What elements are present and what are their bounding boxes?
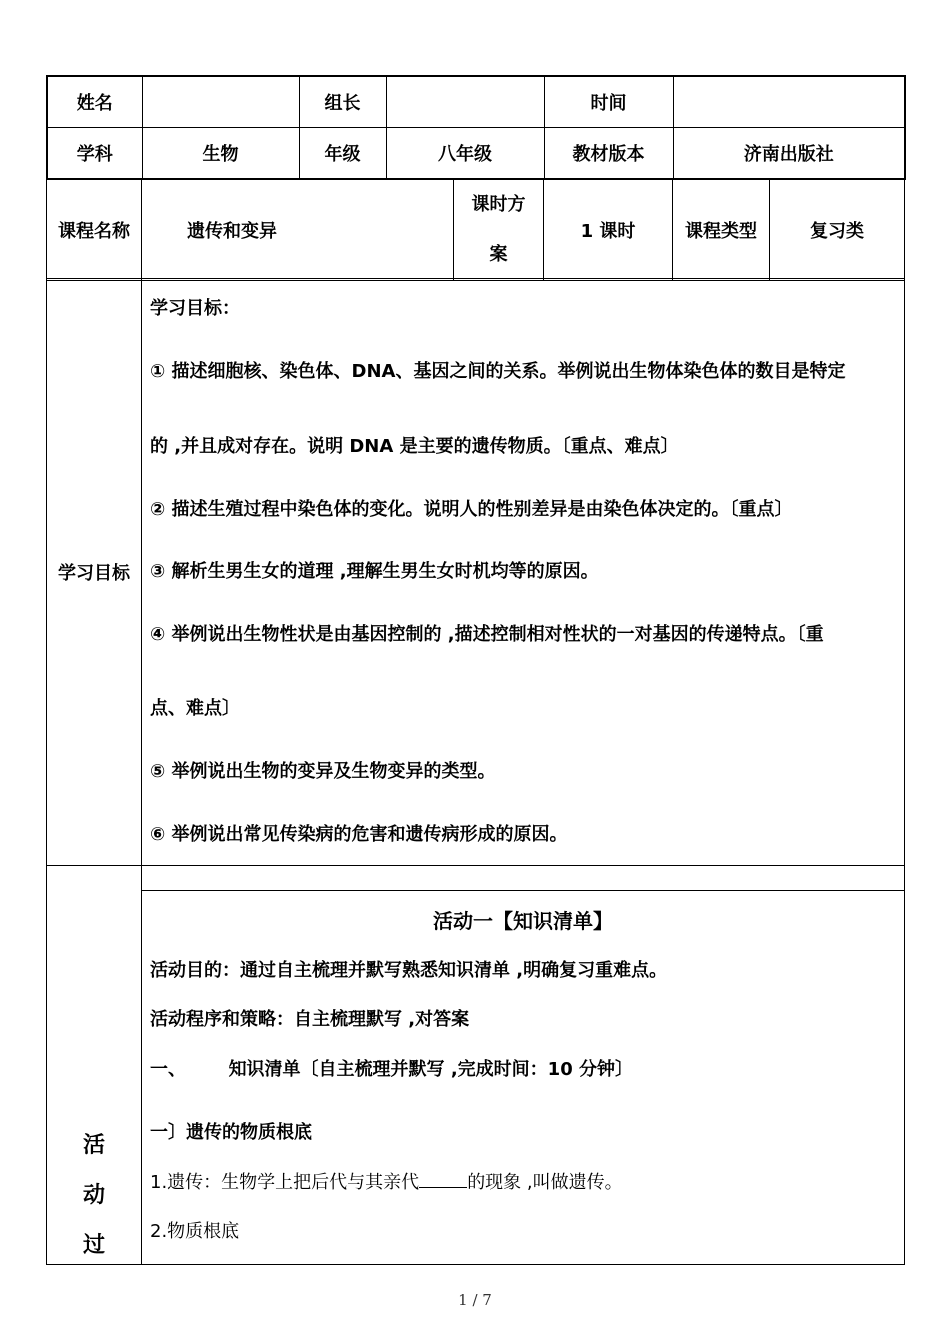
leader-field[interactable]: [386, 76, 544, 128]
activity-side-char-2: 动: [82, 1183, 105, 1208]
subject-label: 学科: [47, 128, 142, 180]
knowledge-section: [150, 1055, 633, 1081]
plan-value: 1 课时: [544, 180, 673, 281]
name-label: 姓名: [47, 76, 142, 128]
goals-heading: 学习目标：: [150, 298, 240, 319]
goal-line-2: 的 ,并且成对存在。说明 DNA 是主要的遗传物质。〔重点、难点〕: [150, 436, 679, 457]
activity-purpose: 活动目的：通过自主梳理并默写熟悉知识清单 ,明确复习重难点。: [150, 960, 668, 981]
goal-line-5: ④ 举例说出生物性状是由基因控制的 ,描述控制相对性状的一对基因的传递特点。〔重: [150, 624, 824, 645]
edition-label: 教材版本: [544, 128, 673, 180]
name-field[interactable]: [142, 76, 299, 128]
info-table: [46, 75, 906, 180]
activity-side-char-3: 过: [82, 1233, 105, 1258]
time-label: 时间: [544, 76, 673, 128]
course-type-value: 复习类: [770, 180, 905, 281]
course-name-value: 遗传和变异: [142, 180, 454, 281]
activity-title: 活动一【知识清单】: [433, 909, 613, 933]
grade-label: 年级: [299, 128, 386, 180]
subject-value: 生物: [142, 128, 299, 180]
time-field[interactable]: [673, 76, 905, 128]
goal-line-3: ② 描述生殖过程中染色体的变化。说明人的性别差异是由染色体决定的。〔重点〕: [150, 499, 793, 520]
goal-line-6: 点、难点〕: [150, 698, 240, 719]
course-name-label: 课程名称: [47, 180, 142, 281]
course-table: [46, 179, 905, 281]
course-row: [47, 180, 905, 281]
goal-line-7: ⑤ 举例说出生物的变异及生物变异的类型。: [150, 761, 496, 782]
activity-procedure: 活动程序和策略：自主梳理默写 ,对答案: [150, 1009, 470, 1030]
plan-label-line-2: 案: [489, 244, 508, 265]
leader-label: 组长: [299, 76, 386, 128]
item-1-text-a: 1.遗传：生物学上把后代与其亲代: [150, 1172, 420, 1193]
plan-label-line-1: 课时方: [471, 194, 526, 215]
goals-label: 学习目标: [47, 279, 142, 866]
item-1: [150, 1168, 623, 1194]
goal-line-1: ① 描述细胞核、染色体、DNA、基因之间的关系。举例说出生物体染色体的数目是特定: [150, 361, 846, 382]
section-text: 知识清单〔自主梳理并默写 ,完成时间：10 分钟〕: [228, 1059, 633, 1080]
goal-line-8: ⑥ 举例说出常见传染病的危害和遗传病形成的原因。: [150, 824, 568, 845]
edition-value: 济南出版社: [673, 128, 905, 180]
fill-blank[interactable]: [419, 1171, 467, 1188]
section-number: 一、: [150, 1059, 186, 1080]
page-number: 1 / 7: [458, 1291, 492, 1309]
activity-side-char-1: 活: [82, 1133, 105, 1158]
goal-line-4: ③ 解析生男生女的道理 ,理解生男生女时机均等的原因。: [150, 561, 599, 582]
activity-spacer-row: [47, 866, 905, 891]
activity-spacer-cell: [142, 866, 905, 891]
plan-label: [454, 180, 544, 281]
item-2: 2.物质根底: [150, 1221, 240, 1242]
item-1-text-b: 的现象 ,叫做遗传。: [467, 1172, 623, 1193]
info-row-2: [47, 128, 905, 180]
grade-value: 八年级: [386, 128, 544, 180]
sub-heading: 一〕遗传的物质根底: [150, 1122, 312, 1143]
info-row-1: [47, 76, 905, 128]
course-type-label: 课程类型: [673, 180, 770, 281]
